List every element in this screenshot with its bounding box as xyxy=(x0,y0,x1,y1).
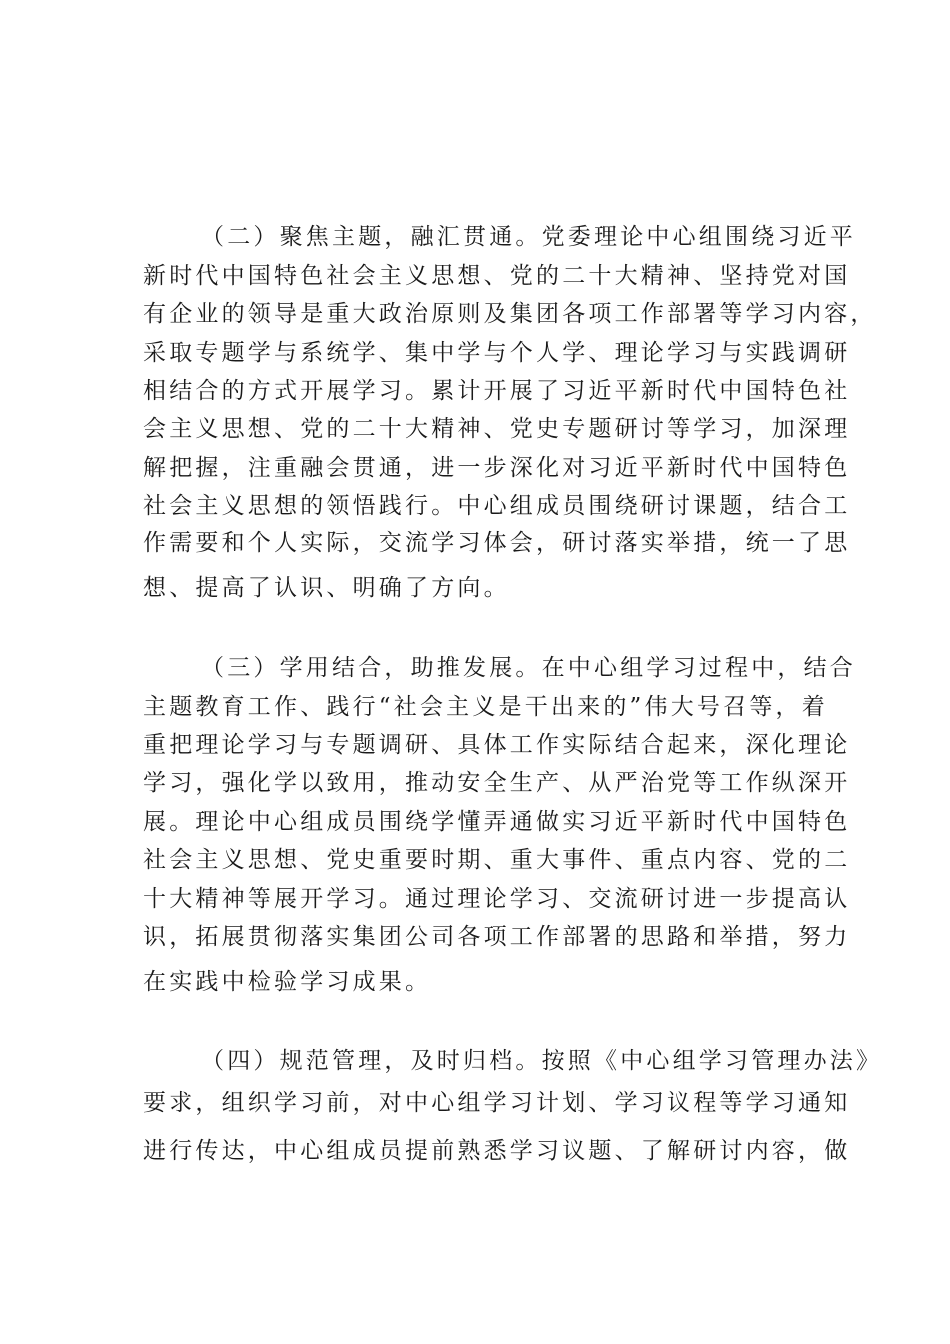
paragraph-line: 采取专题学与系统学、集中学与个人学、理论学习与实践调研 xyxy=(143,340,851,366)
paragraph-line: （三）学用结合，助推发展。在中心组学习过程中，结合 xyxy=(201,655,856,681)
paragraph-line: 新时代中国特色社会主义思想、党的二十大精神、坚持党对国 xyxy=(143,263,851,289)
paragraph-line: 主题教育工作、践行“社会主义是干出来的”伟大号召等，着 xyxy=(143,694,828,720)
paragraph-line: 解把握，注重融会贯通，进一步深化对习近平新时代中国特色 xyxy=(143,455,851,481)
paragraph-line: 识，拓展贯彻落实集团公司各项工作部署的思路和举措，努力 xyxy=(143,924,851,950)
paragraph-line: 在实践中检验学习成果。 xyxy=(143,969,432,995)
paragraph-line: （二）聚焦主题，融汇贯通。党委理论中心组围绕习近平 xyxy=(201,224,856,250)
paragraph-line: 十大精神等展开学习。通过理论学习、交流研讨进一步提高认 xyxy=(143,886,851,912)
paragraph-line: 进行传达，中心组成员提前熟悉学习议题、了解研讨内容，做 xyxy=(143,1138,851,1164)
paragraph-line: 学习，强化学以致用，推动安全生产、从严治党等工作纵深开 xyxy=(143,770,851,796)
paragraph-line: 有企业的领导是重大政治原则及集团各项工作部署等学习内容， xyxy=(143,301,877,327)
paragraph-line: 想、提高了认识、明确了方向。 xyxy=(143,575,510,601)
paragraph-line: 相结合的方式开展学习。累计开展了习近平新时代中国特色社 xyxy=(143,378,851,404)
paragraph-line: （四）规范管理，及时归档。按照《中心组学习管理办法》 xyxy=(201,1048,883,1074)
paragraph-line: 作需要和个人实际，交流学习体会，研讨落实举措，统一了思 xyxy=(143,530,851,556)
paragraph-line: 要求，组织学习前，对中心组学习计划、学习议程等学习通知 xyxy=(143,1090,851,1116)
paragraph-line: 展。理论中心组成员围绕学懂弄通做实习近平新时代中国特色 xyxy=(143,809,851,835)
paragraph-line: 会主义思想、党的二十大精神、党史专题研讨等学习，加深理 xyxy=(143,416,851,442)
paragraph-line: 社会主义思想、党史重要时期、重大事件、重点内容、党的二 xyxy=(143,847,851,873)
paragraph-line: 社会主义思想的领悟践行。中心组成员围绕研讨课题，结合工 xyxy=(143,493,851,519)
paragraph-line: 重把理论学习与专题调研、具体工作实际结合起来，深化理论 xyxy=(143,732,851,758)
